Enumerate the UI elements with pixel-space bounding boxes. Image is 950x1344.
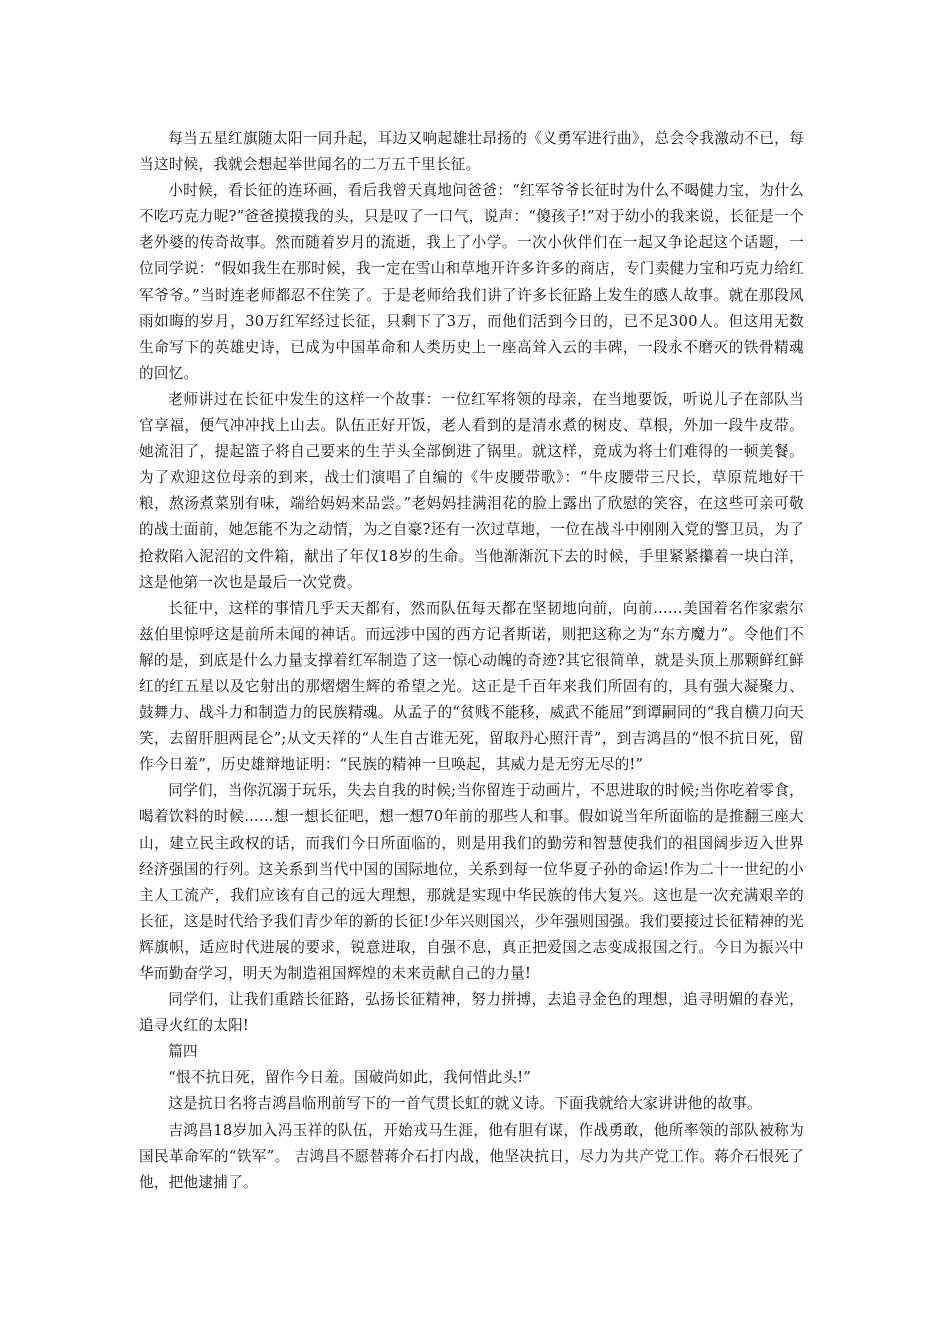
- section-heading: 篇四: [168, 1043, 198, 1061]
- poem-quote: “恨不抗日死，留作今日羞。国破尚如此，我何惜此头!”: [168, 1069, 532, 1087]
- paragraph-2: 小时候，看长征的连环画，看后我曾天真地问爸爸：“红军爷爷长征时为什么不喝健力宝，为什么不吃巧克力呢?”爸爸摸摸我的头，只是叹了一口气，说声：“傻孩子!”对于幼小的我来说，长征是一个老外婆的传奇故事。然而随着岁月的流逝，我上了小学。一次小伙伴们在一起又争论起这个话题，一位同学说：“假如我生在那时候，我一定在雪山和草地开许多许多的商店，专门卖健力宝和巧克力给红军爷爷。”当时连老师都忍不住笑了。于是老师给我们讲了许多长征路上发生的感人故事。就在那段风雨如晦的岁月，30万红军经过长征，只剩下了3万，而他们活到今日的，已不足300人。但这用无数生命写下的英雄史诗，已成为中国革命和人类历史上一座高耸入云的丰碑，一段永不磨灭的铁骨精魂的回忆。: [139, 182, 804, 382]
- paragraph-8: 吉鸿昌18岁加入冯玉祥的队伍，开始戎马生涯，他有胆有谋，作战勇敢，他所率领的部队被称为国民革命军的“铁军”。 吉鸿昌不愿替蒋介石打内战，他坚决抗日，尽力为共产党工作。蒋介石恨死了他，把他逮捕了。: [139, 1121, 804, 1191]
- paragraph-3: 老师讲过在长征中发生的这样一个故事：一位红军将领的母亲，在当地要饭，听说儿子在部队当官享福，便气冲冲找上山去。队伍正好开饭，老人看到的是清水煮的树皮、草根，外加一段牛皮带。她流泪了，提起篮子将自己要来的生芋头全部倒进了锅里。就这样，竟成为将士们难得的一顿美餐。为了欢迎这位母亲的到来，战士们演唱了自编的《牛皮腰带歌》：“牛皮腰带三尺长，草原荒地好干粮，熬汤煮菜别有味，端给妈妈来品尝。”老妈妈挂满泪花的脸上露出了欣慰的笑容，在这些可亲可敬的战士面前，她怎能不为之动情，为之自豪?还有一次过草地，一位在战斗中刚刚入党的警卫员，为了抢救陷入泥沼的文件箱，献出了年仅18岁的生命。当他渐渐沉下去的时候，手里紧紧攥着一块白洋，这是他第一次也是最后一次党费。: [139, 390, 804, 591]
- paragraph-4: 长征中，这样的事情几乎天天都有，然而队伍每天都在坚韧地向前，向前……美国着名作家索尔兹伯里惊呼这是前所未闻的神话。而远涉中国的西方记者斯诺，则把这称之为“东方魔力”。令他们不解的是，到底是什么力量支撑着红军制造了这一惊心动魄的奇迹?其它很简单，就是头顶上那颗鲜红鲜红的红五星以及它射出的那熠熠生辉的希望之光。这正是千百年来我们所固有的，具有强大凝聚力、鼓舞力、战斗力和制造力的民族精魂。从孟子的“贫贱不能移，威武不能屈”到谭嗣同的“我自横刀向天笑，去留肝胆两昆仑”;从文天祥的“人生自古谁无死，留取丹心照汗青”，到吉鸿昌的“恨不抗日死，留作今日羞”，历史雄辩地证明：“民族的精神一旦唤起，其威力是无穷无尽的!”: [139, 599, 804, 774]
- paragraph-5: 同学们，当你沉溺于玩乐，失去自我的时候;当你留连于动画片，不思进取的时候;当你吃着零食，喝着饮料的时候……想一想长征吧，想一想70年前的那些人和事。假如说当年所面临的是推翻三座大山，建立民主政权的话，而我们今日所面临的，则是用我们的勤劳和智慧使我们的祖国阔步迈入世界经济强国的行列。这关系到当代中国的国际地位，关系到每一位华夏子孙的命运!作为二十一世纪的小主人工流产，我们应该有自己的远大理想，那就是实现中华民族的伟大复兴。这也是一次充满艰辛的长征，这是时代给予我们青少年的新的长征!少年兴则国兴，少年强则国强。我们要接过长征精神的光辉旗帜，适应时代进展的要求，锐意进取，自强不息，真正把爱国之志变成报国之行。今日为振兴中华而勤奋学习，明天为制造祖国辉煌的未来贡献自己的力量!: [139, 782, 804, 982]
- paragraph-7: 这是抗日名将吉鸿昌临刑前写下的一首气贯长虹的就义诗。下面我就给大家讲讲他的故事。: [168, 1095, 762, 1113]
- document-body: [139, 126, 804, 1196]
- paragraph-6: 同学们，让我们重踏长征路，弘扬长征精神，努力拼搏，去追寻金色的理想，追寻明媚的春光，追寻火红的太阳!: [139, 991, 804, 1035]
- paragraph-1: 每当五星红旗随太阳一同升起，耳边又响起雄壮昂扬的《义勇军进行曲》，总会令我激动不已，每当这时候，我就会想起举世闻名的二万五千里长征。: [139, 130, 804, 174]
